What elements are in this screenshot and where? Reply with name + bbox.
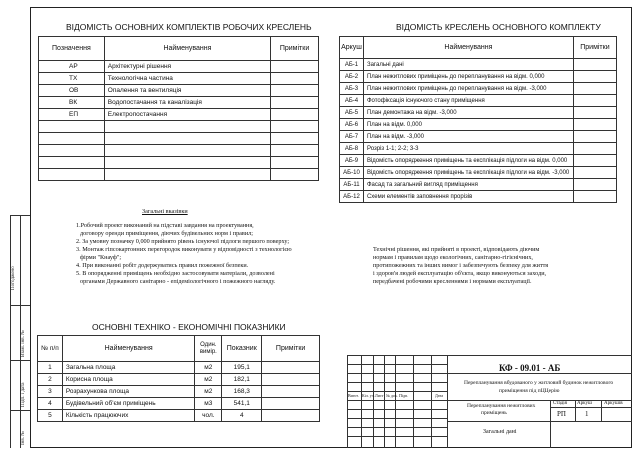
table-row — [340, 179, 617, 191]
statement-line: Технічні рішення, які прийняті в проекті, відповідають діючим — [373, 246, 540, 253]
table-row — [340, 143, 617, 155]
sheet-code: АБ-7 — [340, 131, 364, 143]
sheet-title: План нежитлових приміщень до перепланування на відм. 0,000 — [363, 71, 573, 83]
margin-label-inv: Інв. № — [21, 431, 26, 445]
tb-col-label: Лист — [375, 393, 384, 398]
sheet-note — [573, 155, 616, 167]
table-row — [340, 95, 617, 107]
table-row — [340, 155, 617, 167]
main-sets-title: ВІДОМІСТЬ ОСНОВНИХ КОМПЛЕКТІВ РОБОЧИХ КРЕСЛЕНЬ — [66, 22, 312, 32]
sheet-note — [573, 83, 616, 95]
table-row — [39, 157, 319, 169]
table-cell — [271, 109, 319, 121]
table-cell — [271, 61, 319, 73]
general-notes — [76, 208, 316, 286]
table-cell — [39, 169, 105, 181]
sheet-code: АБ-3 — [340, 83, 364, 95]
table-row — [39, 121, 319, 133]
note-line: 5. В опорядженні приміщень необхідно застосовувати матеріали, дозволені — [76, 270, 275, 277]
table-row — [340, 167, 617, 179]
tb-col-label: Дата — [435, 393, 443, 398]
table-row — [39, 109, 319, 121]
note-line: органами Державного санітарно - епідеміологічного і пожежного нагляду. — [80, 278, 276, 285]
note-line: фірми "Кнауф"; — [80, 254, 122, 261]
table-cell: Електропостачання — [104, 109, 270, 121]
table-cell — [104, 133, 270, 145]
table-cell — [262, 362, 320, 374]
table-row — [38, 374, 320, 386]
table-cell: ЕП — [39, 109, 105, 121]
margin-label-agreed: Погоджено — [11, 266, 16, 290]
table-cell: 5 — [38, 410, 63, 422]
table-row — [340, 191, 617, 203]
statement-line: передбачені робочими кресленнями і нормами експлуатації. — [373, 278, 532, 285]
col-header: Аркуш — [340, 37, 364, 59]
table-cell: 182,1 — [222, 374, 262, 386]
sheet-code: АБ-4 — [340, 95, 364, 107]
statement-line: нормам і правилам щодо екологічних, санітарно-гігієнічних, — [373, 254, 533, 261]
table-cell — [104, 169, 270, 181]
sheet-title: Схеми елементів заповнення прорізів — [363, 191, 573, 203]
table-row — [340, 59, 617, 71]
title-block — [347, 355, 632, 448]
table-cell — [104, 121, 270, 133]
table-cell: 2 — [38, 374, 63, 386]
col-header: Один. вимір. — [195, 336, 222, 362]
table-cell — [39, 157, 105, 169]
table-cell: Кількість працюючих — [62, 410, 195, 422]
table-cell: Корисна площа — [62, 374, 195, 386]
table-cell: ВК — [39, 97, 105, 109]
sheet-code: АБ-1 — [340, 59, 364, 71]
main-sets-table — [38, 36, 319, 181]
tb-col-label: Вигот. — [348, 393, 359, 398]
table-row — [340, 119, 617, 131]
title-code: КФ - 09.01 - АБ — [499, 363, 561, 373]
table-cell — [271, 133, 319, 145]
sheet-code: АБ-11 — [340, 179, 364, 191]
stage-value: РП — [557, 410, 566, 418]
sheet-code: АБ-5 — [340, 107, 364, 119]
table-cell: 3 — [38, 386, 63, 398]
stage-header: Стадія — [553, 401, 567, 406]
project-line-1: Перепланування вбудованого у житловий будинок нежитлового — [464, 380, 614, 386]
table-cell — [262, 410, 320, 422]
table-cell: м3 — [195, 398, 222, 410]
tb-col-label: Кіл. уч. — [362, 393, 375, 398]
table-row — [39, 61, 319, 73]
design-statement — [373, 246, 623, 286]
col-header: № п/п — [38, 336, 63, 362]
table-cell: 1 — [38, 362, 63, 374]
margin-label-replace: Взам. інв. № — [21, 330, 26, 357]
note-line: 4. При виконанні робіт додержуватись правил пожежної безпеки. — [76, 262, 249, 269]
note-line: договору оренди приміщення, діючих будівельних норм і правил; — [80, 230, 253, 237]
table-cell — [39, 133, 105, 145]
sheet-title: Відомість опорядження приміщень та експлікація підлоги на відм. 0,000 — [363, 155, 573, 167]
statement-line: і здоров'я людей експлуатацію об'єкта, якщо виконуються заходи, — [373, 270, 547, 277]
table-cell: Водопостачання та каналізація — [104, 97, 270, 109]
sheet-note — [573, 107, 616, 119]
note-line: 2. За умовну позначку 0,000 прийнято рівень існуючої підлоги першого поверху; — [76, 238, 290, 245]
table-row — [38, 398, 320, 410]
table-row — [38, 410, 320, 422]
col-header: Найменування — [363, 37, 573, 59]
table-row — [39, 169, 319, 181]
drawings-table — [339, 36, 617, 203]
table-cell — [271, 73, 319, 85]
table-cell: 4 — [38, 398, 63, 410]
table-cell — [271, 121, 319, 133]
general-notes-title: Загальні вказівки — [142, 208, 188, 215]
table-cell: м2 — [195, 374, 222, 386]
sheet-note — [573, 143, 616, 155]
table-row — [340, 71, 617, 83]
table-row — [39, 97, 319, 109]
table-row — [340, 131, 617, 143]
sheet-title: План нежитлових приміщень до перепланування на відм. -3,000 — [363, 83, 573, 95]
table-cell — [271, 97, 319, 109]
sheet-value: 1 — [585, 410, 589, 418]
table-cell: Технологічна частина — [104, 73, 270, 85]
sheet-code: АБ-6 — [340, 119, 364, 131]
table-cell: АР — [39, 61, 105, 73]
table-row — [38, 386, 320, 398]
table-cell — [271, 169, 319, 181]
note-line: 3. Монтаж гіпсокартонних перегородок виконувати у відповідності з технологією — [76, 246, 292, 253]
table-cell — [271, 157, 319, 169]
table-cell: м2 — [195, 362, 222, 374]
table-row — [340, 83, 617, 95]
margin-label-sign-date: Підп. і дата — [21, 382, 26, 407]
sheet-code: АБ-10 — [340, 167, 364, 179]
table-row — [38, 362, 320, 374]
table-row — [39, 73, 319, 85]
sheet-note — [573, 59, 616, 71]
table-cell: Опалення та вентиляція — [104, 85, 270, 97]
table-row — [39, 133, 319, 145]
sheet-note — [573, 131, 616, 143]
tb-col-label: № док. — [386, 393, 398, 398]
col-header: Показник — [222, 336, 262, 362]
table-cell — [104, 157, 270, 169]
sheet-code: АБ-12 — [340, 191, 364, 203]
sheet-note — [573, 179, 616, 191]
table-cell — [39, 121, 105, 133]
indicators-table — [37, 335, 320, 422]
project-line-2: приміщення під пЦЦерію — [499, 388, 560, 394]
sheet-note — [573, 71, 616, 83]
table-cell: Архітектурні рішення — [104, 61, 270, 73]
col-header: Найменування — [104, 37, 270, 61]
object-line-2: приміщень — [481, 410, 507, 416]
sheet-title: Розріз 1-1; 2-2; 3-3 — [363, 143, 573, 155]
table-cell — [262, 374, 320, 386]
sheet-header: Аркуш — [577, 401, 592, 406]
col-header: Позначення — [39, 37, 105, 61]
margin-strip — [10, 215, 30, 448]
drawings-title: ВІДОМІСТЬ КРЕСЛЕНЬ ОСНОВНОГО КОМПЛЕКТУ — [396, 22, 601, 32]
sheet-note — [573, 167, 616, 179]
table-cell: 4 — [222, 410, 262, 422]
table-cell: 541,1 — [222, 398, 262, 410]
table-cell — [271, 85, 319, 97]
table-row — [340, 107, 617, 119]
sheet-note — [573, 119, 616, 131]
table-cell: чол. — [195, 410, 222, 422]
table-cell — [39, 145, 105, 157]
sheet-note — [573, 95, 616, 107]
tb-col-label: Підп. — [399, 393, 409, 398]
note-line: 1.Робочий проект виконаний на підставі завдання на проектування, — [76, 222, 254, 229]
table-cell: ОВ — [39, 85, 105, 97]
sheet-code: АБ-9 — [340, 155, 364, 167]
table-cell — [271, 145, 319, 157]
table-cell — [104, 145, 270, 157]
sheet-title: План на відм. -3,000 — [363, 131, 573, 143]
sheet-title: Фотофіксація існуючого стану приміщення — [363, 95, 573, 107]
col-header: Примітки — [573, 37, 616, 59]
col-header: Примітки — [271, 37, 319, 61]
table-cell — [262, 386, 320, 398]
table-cell: 168,3 — [222, 386, 262, 398]
sheet-code: АБ-8 — [340, 143, 364, 155]
sheet-title: Фасад та загальний вигляд приміщення — [363, 179, 573, 191]
sheet-title: План демонтажа на відм. -3,000 — [363, 107, 573, 119]
sheets-header: Аркушів — [604, 401, 623, 406]
col-header: Примітки — [262, 336, 320, 362]
object-line-1: Перепланування нежитлових — [467, 403, 536, 409]
indicators-title: ОСНОВНІ ТЕХНІКО - ЕКОНОМІЧНІ ПОКАЗНИКИ — [92, 322, 286, 332]
col-header: Найменування — [62, 336, 195, 362]
sheet-note — [573, 191, 616, 203]
table-cell: Загальна площа — [62, 362, 195, 374]
sheet-code: АБ-2 — [340, 71, 364, 83]
table-cell: Розрахункова площа — [62, 386, 195, 398]
table-cell: Будівельний об'єм приміщень — [62, 398, 195, 410]
table-cell: ТХ — [39, 73, 105, 85]
table-row — [39, 145, 319, 157]
table-row — [39, 85, 319, 97]
sheet-title: Загальні дані — [363, 59, 573, 71]
statement-line: протипожежних та інших вимог і забезпечують безпеку для життя — [373, 262, 549, 269]
table-cell: м2 — [195, 386, 222, 398]
table-cell: 195,1 — [222, 362, 262, 374]
table-cell — [262, 398, 320, 410]
sheet-title: План на відм. 0,000 — [363, 119, 573, 131]
sheet-title: Відомість опорядження приміщень та експлікація підлоги на відм. -3,000 — [363, 167, 573, 179]
sheet-name: Загальні дані — [483, 429, 517, 435]
